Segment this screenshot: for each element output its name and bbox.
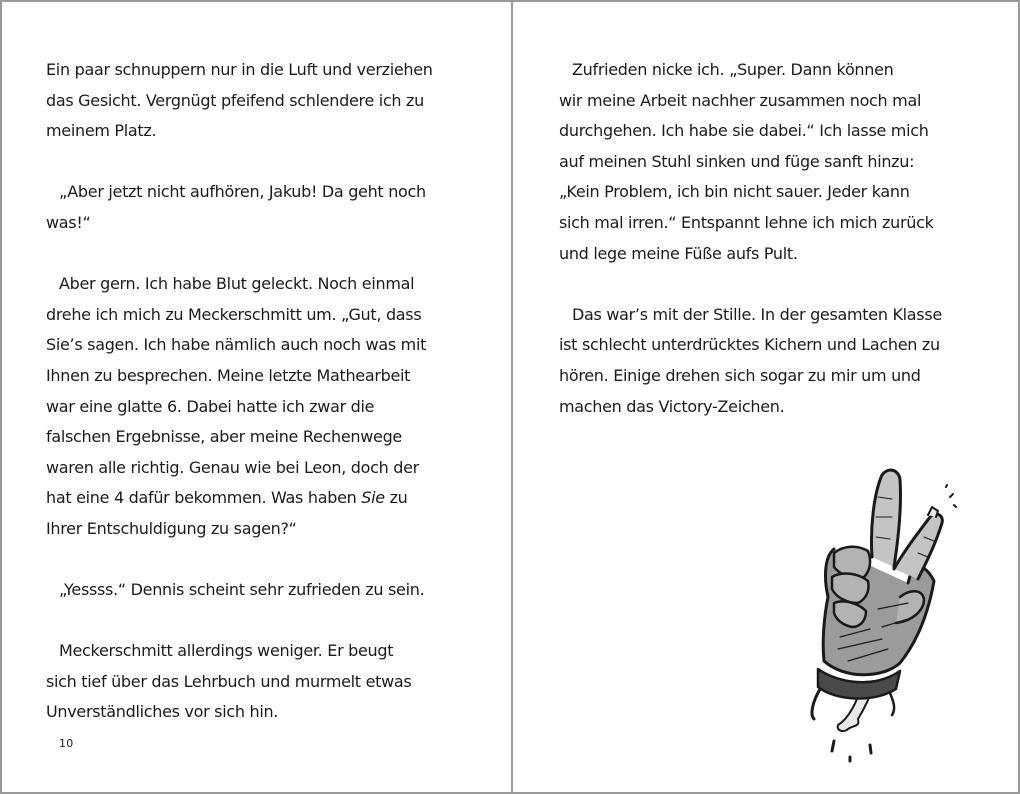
text-line: ist schlecht unterdrücktes Kichern und Lachen zu [559,335,940,355]
left-page [2,2,512,792]
text-line: falschen Ergebnisse, aber meine Rechenwege [46,427,402,447]
text-line: das Gesicht. Vergnügt pfeifend schlendere ich zu [46,90,424,110]
right-page-text [559,55,989,422]
emphasized-word: Sie [361,488,385,508]
text-line: meinem Platz. [46,121,157,141]
page-number: 10 [59,737,74,750]
text-line: Aber gern. Ich habe Blut geleckt. Noch einmal [59,274,415,294]
text-line: „Aber jetzt nicht aufhören, Jakub! Da geht noch [59,182,426,202]
text-fragment: hat eine 4 dafür bekommen. Was haben [46,488,362,508]
text-line: was!“ [46,212,91,232]
text-line: Meckerschmitt allerdings weniger. Er beugt [59,641,394,661]
text-line: Ein paar schnuppern nur in die Luft und verziehen [46,60,433,79]
text-line: Ihnen zu besprechen. Meine letzte Mathearbeit [46,365,411,385]
text-line: sich mal irren.“ Entspannt lehne ich mich zurück [559,212,934,232]
text-line: Unverständliches vor sich hin. [46,702,279,722]
text-line: Das war’s mit der Stille. In der gesamten Klasse [572,304,942,324]
text-line: und lege meine Füße aufs Pult. [559,243,798,263]
text-line: hören. Einige drehen sich sogar zu mir um und [559,365,921,385]
text-line: wir meine Arbeit nachher zusammen noch mal [559,90,922,110]
text-line: Ihrer Entschuldigung zu sagen?“ [46,518,297,538]
text-line: waren alle richtig. Genau wie bei Leon, doch der [46,457,419,477]
text-line-with-emphasis [46,483,486,514]
text-line: drehe ich mich zu Meckerschmitt um. „Gut, dass [46,304,422,324]
text-line: „Kein Problem, ich bin nicht sauer. Jeder kann [559,182,910,202]
text-fragment: zu [384,488,408,508]
text-line: Sie’s sagen. Ich habe nämlich auch noch was mit [46,335,427,355]
text-line: war eine glatte 6. Dabei hatte ich zwar die [46,396,375,416]
left-page-text [46,55,486,728]
text-line: sich tief über das Lehrbuch und murmelt etwas [46,671,412,691]
text-line: auf meinen Stuhl sinken und füge sanft hinzu: [559,151,915,171]
text-line: Zufrieden nicke ich. „Super. Dann können [572,60,894,79]
text-line: „Yessss.“ Dennis scheint sehr zufrieden zu sein. [59,580,425,600]
right-page [513,2,1018,792]
zombie-hand-victory-icon [778,457,968,767]
text-line: machen das Victory-Zeichen. [559,396,785,416]
text-line: durchgehen. Ich habe sie dabei.“ Ich lasse mich [559,121,929,141]
